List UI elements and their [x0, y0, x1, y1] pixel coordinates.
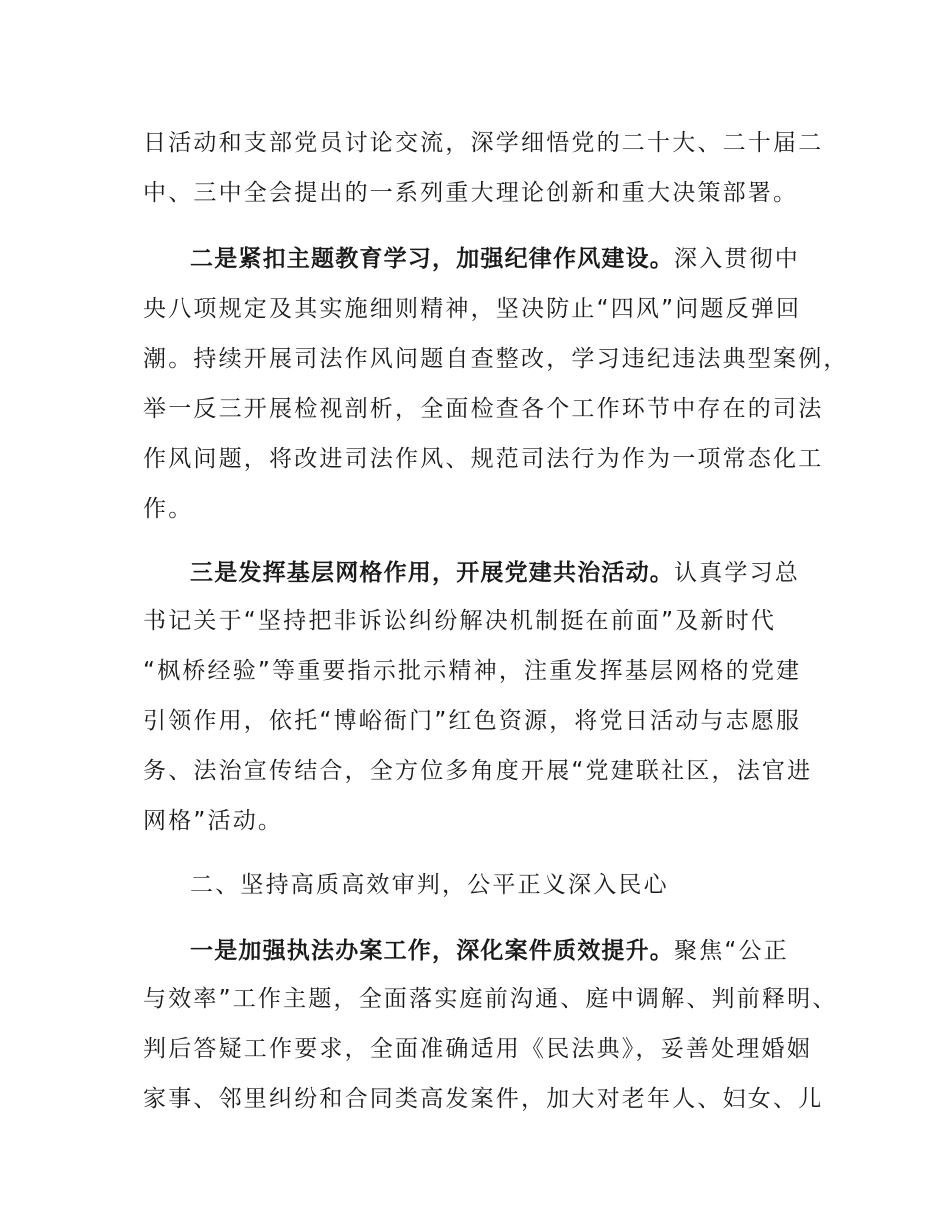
paragraph-3-line-6: 网格”活动。	[143, 808, 284, 834]
paragraph-3-line-1	[190, 558, 870, 588]
paragraph-2-line-3: 潮。持续开展司法作风问题自查整改，学习违纪违法典型案例，	[143, 346, 849, 372]
paragraph-4-line-3: 判后答疑工作要求，全面准确适用《民法典》，妥善处理婚姻	[143, 1036, 812, 1062]
paragraph-2-line-5: 作风问题，将改进司法作风、规范司法行为作为一项常态化工	[143, 446, 824, 472]
paragraph-2-line-2: 央八项规定及其实施细则精神，坚决防止“四风”问题反弹回	[143, 296, 802, 322]
paragraph-3-line-5: 务、法治宣传结合，全方位多角度开展“党建联社区，法官进	[143, 758, 813, 784]
paragraph-2-line-1-rest: 深入贯彻中	[674, 246, 800, 272]
paragraph-4-line-1	[190, 936, 870, 966]
paragraph-4-line-2: 与效率”工作主题，全面落实庭前沟通、庭中调解、判前释明、	[143, 986, 838, 1012]
paragraph-3-line-3: “枫桥经验”等重要指示批示精神，注重发挥基层网格的党建	[143, 658, 802, 684]
paragraph-3-line-4: 引领作用，依托“博峪衙门”红色资源，将党日活动与志愿服	[143, 708, 802, 734]
paragraph-3-line-1-rest: 认真学习总	[674, 560, 800, 586]
paragraph-4-line-4: 家事、邻里纠纷和合同类高发案件，加大对老年人、妇女、儿	[143, 1086, 824, 1112]
paragraph-4-lead: 一是加强执法办案工作，深化案件质效提升。	[190, 938, 674, 964]
paragraph-2-line-1	[190, 244, 870, 274]
section-heading: 二、坚持高质高效审判，公平正义深入民心	[190, 872, 669, 898]
paragraph-2-line-6: 作。	[143, 496, 194, 522]
paragraph-3-lead: 三是发挥基层网格作用，开展党建共治活动。	[190, 560, 674, 586]
paragraph-4-line-1-rest: 聚焦“公正	[674, 938, 789, 964]
paragraph-2-line-4: 举一反三开展检视剖析，全面检查各个工作环节中存在的司法	[143, 396, 824, 422]
paragraph-3-line-2: 书记关于“坚持把非诉讼纠纷解决机制挺在前面”及新时代	[143, 608, 777, 634]
paragraph-1-line-2: 中、三中全会提出的一系列重大理论创新和重大决策部署。	[143, 180, 799, 206]
paragraph-1-line-1: 日活动和支部党员讨论交流，深学细悟党的二十大、二十届二	[143, 130, 824, 156]
paragraph-2-lead: 二是紧扣主题教育学习，加强纪律作风建设。	[190, 246, 674, 272]
